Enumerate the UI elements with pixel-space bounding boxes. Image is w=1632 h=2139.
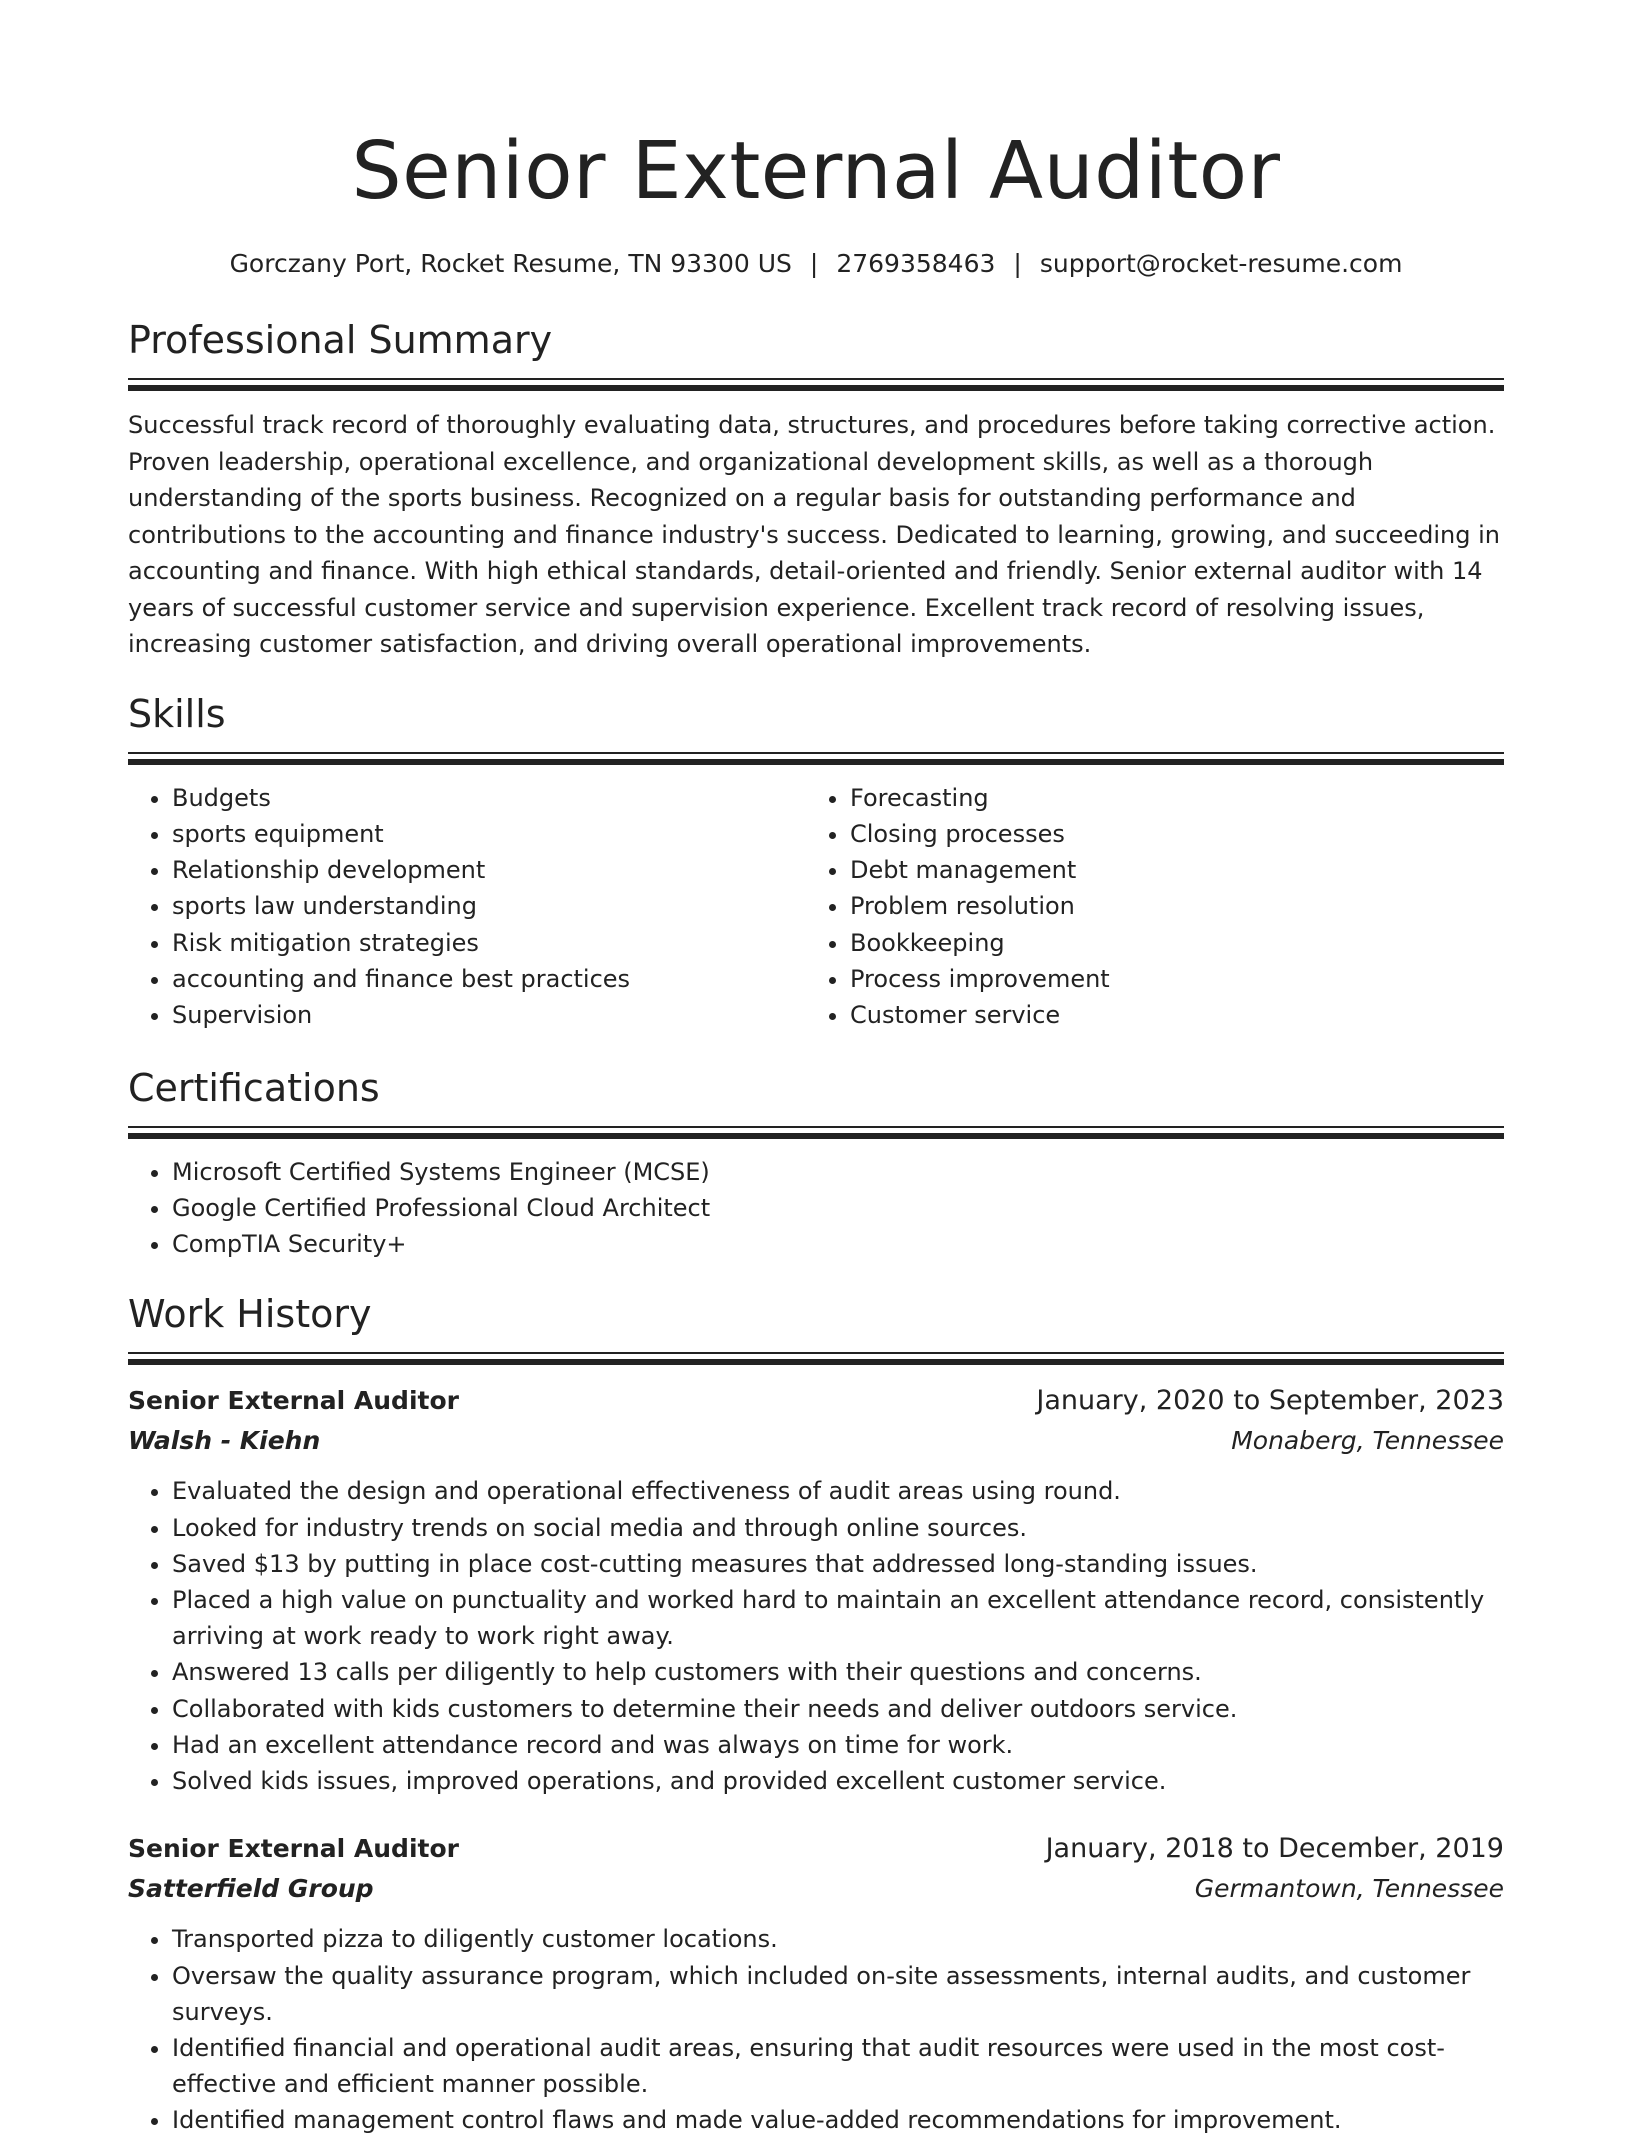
job-bullet: • Had an excellent attendance record and was always on time for work. bbox=[172, 1727, 1504, 1763]
job-entry bbox=[128, 1829, 1504, 2138]
job-header bbox=[128, 1381, 1504, 1421]
skills-columns bbox=[128, 780, 1504, 1034]
skills-list-left bbox=[128, 780, 806, 1034]
skill-item: • accounting and finance best practices bbox=[172, 961, 806, 997]
section-divider bbox=[128, 378, 1504, 391]
skill-item: • Relationship development bbox=[172, 852, 806, 888]
certification-item: • Google Certified Professional Cloud Architect bbox=[172, 1190, 1504, 1226]
job-bullet: • Placed a high value on punctuality and worked hard to maintain an excellent attendance record, consistently arriving at work ready to work right away. bbox=[172, 1582, 1504, 1654]
job-entry bbox=[128, 1381, 1504, 1799]
contact-separator: | bbox=[1013, 249, 1022, 278]
skill-item: • Closing processes bbox=[850, 816, 1484, 852]
job-subheader bbox=[128, 1869, 1504, 1909]
job-bullet-list bbox=[128, 1921, 1504, 2138]
work-history-section bbox=[128, 1290, 1504, 2138]
job-location: Monaberg, Tennessee bbox=[1231, 1426, 1504, 1456]
section-title-summary: Professional Summary bbox=[128, 318, 553, 362]
summary-text: Successful track record of thoroughly evaluating data, structures, and procedures before taking corrective action. Proven leadership, operational excellence, and organizational development skills, as well as a thorough understanding of the sports business. Recognized on a regular basis for outstanding performance and contributions to the accounting and finance industry's success. Dedicated to learning, growing, and succeeding in accounting and finance. With high ethical standards, detail-oriented and friendly. Senior external auditor with 14 years of successful customer service and supervision experience. Excellent track record of resolving issues, increasing customer satisfaction, and driving overall operational improvements. bbox=[128, 411, 1500, 658]
job-company: Walsh - Kiehn bbox=[128, 1426, 321, 1456]
job-bullet: • Transported pizza to diligently customer locations. bbox=[172, 1921, 1504, 1957]
skill-item: • Risk mitigation strategies bbox=[172, 925, 806, 961]
job-bullet: • Solved kids issues, improved operations, and provided excellent customer service. bbox=[172, 1763, 1504, 1799]
section-title-work-history: Work History bbox=[128, 1292, 372, 1337]
job-dates: January, 2020 to September, 2023 bbox=[1036, 1385, 1504, 1417]
skill-item: • Supervision bbox=[172, 997, 806, 1033]
job-location: Germantown, Tennessee bbox=[1194, 1874, 1504, 1904]
job-title: Senior External Auditor bbox=[128, 1834, 459, 1864]
contact-phone: 2769358463 bbox=[836, 249, 996, 278]
section-title-certifications: Certifications bbox=[128, 1065, 380, 1110]
job-dates: January, 2018 to December, 2019 bbox=[1045, 1833, 1504, 1865]
job-bullet: • Saved $13 by putting in place cost-cutting measures that addressed long-standing issues. bbox=[172, 1546, 1504, 1582]
summary-section bbox=[128, 316, 1504, 663]
skill-item: • Problem resolution bbox=[850, 888, 1484, 924]
skills-section bbox=[128, 690, 1504, 1034]
job-header bbox=[128, 1829, 1504, 1869]
certification-item: • Microsoft Certified Systems Engineer (MCSE) bbox=[172, 1154, 1504, 1190]
skill-item: • sports equipment bbox=[172, 816, 806, 852]
skill-item: • Process improvement bbox=[850, 961, 1484, 997]
resume-name: Senior External Auditor bbox=[351, 125, 1281, 217]
job-bullet: • Identified financial and operational audit areas, ensuring that audit resources were used in the most cost-effective and efficient manner possible. bbox=[172, 2030, 1504, 2102]
job-title: Senior External Auditor bbox=[128, 1386, 459, 1416]
resume-page bbox=[128, 0, 1504, 2139]
job-bullet: • Identified management control flaws and made value-added recommendations for improvement. bbox=[172, 2102, 1504, 2138]
section-divider bbox=[128, 1352, 1504, 1365]
contact-email: support@rocket-resume.com bbox=[1039, 249, 1403, 278]
certifications-section bbox=[128, 1064, 1504, 1263]
contact-line bbox=[128, 248, 1504, 280]
skill-item: • Budgets bbox=[172, 780, 806, 816]
skill-item: • Forecasting bbox=[850, 780, 1484, 816]
section-divider bbox=[128, 1126, 1504, 1139]
job-company: Satterfield Group bbox=[128, 1874, 374, 1904]
certifications-list bbox=[128, 1154, 1504, 1263]
skills-list-right bbox=[806, 780, 1484, 1034]
job-bullet: • Answered 13 calls per diligently to help customers with their questions and concerns. bbox=[172, 1654, 1504, 1690]
contact-address: Gorczany Port, Rocket Resume, TN 93300 US bbox=[229, 249, 792, 278]
job-bullet: • Collaborated with kids customers to determine their needs and deliver outdoors service. bbox=[172, 1691, 1504, 1727]
job-bullet: • Looked for industry trends on social media and through online sources. bbox=[172, 1510, 1504, 1546]
section-title-skills: Skills bbox=[128, 691, 226, 736]
skills-column-right bbox=[806, 780, 1484, 1034]
skill-item: • Customer service bbox=[850, 997, 1484, 1033]
skill-item: • Bookkeeping bbox=[850, 925, 1484, 961]
section-divider bbox=[128, 752, 1504, 765]
job-bullet-list bbox=[128, 1473, 1504, 1799]
skill-item: • sports law understanding bbox=[172, 888, 806, 924]
job-bullet: • Oversaw the quality assurance program, which included on-site assessments, internal audits, and customer surveys. bbox=[172, 1958, 1504, 2030]
contact-separator: | bbox=[809, 249, 819, 278]
job-bullet: • Evaluated the design and operational effectiveness of audit areas using round. bbox=[172, 1473, 1504, 1509]
skill-item: • Debt management bbox=[850, 852, 1484, 888]
skills-column-left bbox=[128, 780, 806, 1034]
certification-item: • CompTIA Security+ bbox=[172, 1226, 1504, 1262]
job-subheader bbox=[128, 1421, 1504, 1461]
